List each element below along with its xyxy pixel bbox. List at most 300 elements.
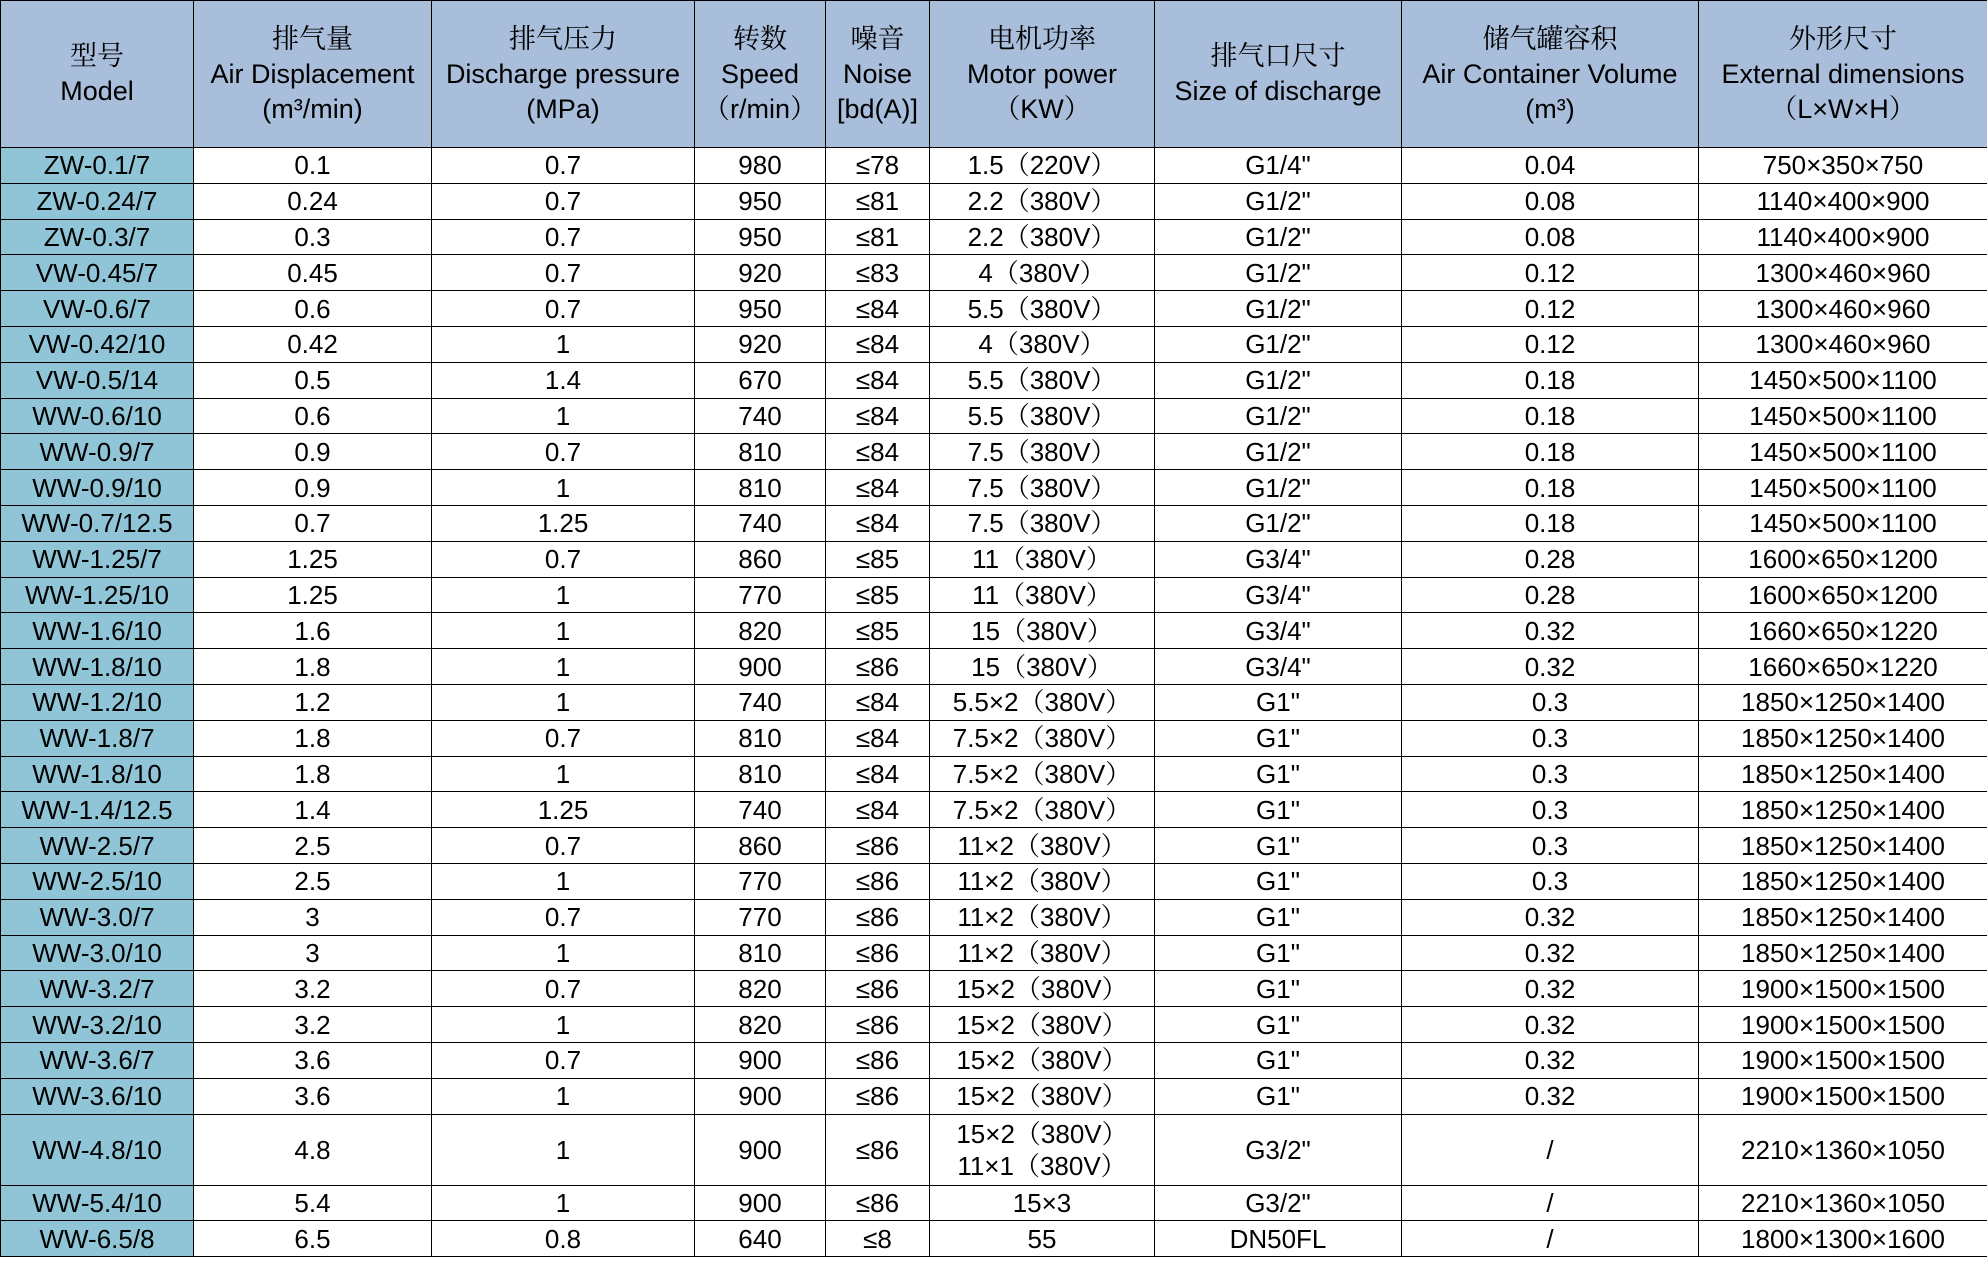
model-cell: WW-0.6/10 bbox=[1, 398, 194, 434]
discharge-size-cell: G1" bbox=[1155, 720, 1402, 756]
air-displacement-cell: 2.5 bbox=[194, 863, 432, 899]
container-volume-cell: 0.32 bbox=[1402, 1007, 1699, 1043]
noise-cell: ≤86 bbox=[826, 863, 930, 899]
table-row bbox=[1, 1221, 1987, 1257]
header-discharge-pressure: 排气压力 Discharge pressure (MPa) bbox=[432, 1, 695, 148]
air-displacement-cell: 0.7 bbox=[194, 505, 432, 541]
speed-cell: 810 bbox=[695, 935, 826, 971]
discharge-pressure-cell: 1 bbox=[432, 684, 695, 720]
container-volume-cell: 0.32 bbox=[1402, 935, 1699, 971]
air-displacement-cell: 2.5 bbox=[194, 828, 432, 864]
speed-cell: 900 bbox=[695, 649, 826, 685]
table-row bbox=[1, 899, 1987, 935]
dimensions-cell: 1900×1500×1500 bbox=[1699, 971, 1987, 1007]
dimensions-cell: 2210×1360×1050 bbox=[1699, 1114, 1987, 1185]
speed-cell: 820 bbox=[695, 1007, 826, 1043]
speed-cell: 770 bbox=[695, 577, 826, 613]
discharge-pressure-cell: 0.7 bbox=[432, 828, 695, 864]
container-volume-cell: 0.08 bbox=[1402, 183, 1699, 219]
discharge-pressure-cell: 1 bbox=[432, 470, 695, 506]
motor-power-cell: 7.5（380V） bbox=[930, 434, 1155, 470]
discharge-size-cell: G1/2" bbox=[1155, 505, 1402, 541]
discharge-size-cell: G1/2" bbox=[1155, 291, 1402, 327]
discharge-size-cell: G3/4" bbox=[1155, 577, 1402, 613]
discharge-pressure-cell: 1 bbox=[432, 863, 695, 899]
discharge-pressure-cell: 1 bbox=[432, 756, 695, 792]
discharge-pressure-cell: 0.7 bbox=[432, 148, 695, 184]
speed-cell: 770 bbox=[695, 863, 826, 899]
motor-power-cell: 5.5×2（380V） bbox=[930, 684, 1155, 720]
speed-cell: 770 bbox=[695, 899, 826, 935]
motor-power-cell: 15×2（380V） bbox=[930, 1042, 1155, 1078]
discharge-pressure-cell: 0.7 bbox=[432, 971, 695, 1007]
table-row bbox=[1, 541, 1987, 577]
container-volume-cell: 0.32 bbox=[1402, 649, 1699, 685]
dimensions-cell: 1300×460×960 bbox=[1699, 291, 1987, 327]
motor-power-cell: 4（380V） bbox=[930, 255, 1155, 291]
discharge-pressure-cell: 0.7 bbox=[432, 720, 695, 756]
air-displacement-cell: 1.2 bbox=[194, 684, 432, 720]
air-displacement-cell: 3.2 bbox=[194, 971, 432, 1007]
motor-power-cell: 15×2（380V） 11×1（380V） bbox=[930, 1114, 1155, 1185]
speed-cell: 740 bbox=[695, 505, 826, 541]
discharge-pressure-cell: 1 bbox=[432, 1185, 695, 1221]
noise-cell: ≤83 bbox=[826, 255, 930, 291]
noise-cell: ≤84 bbox=[826, 684, 930, 720]
motor-power-cell: 2.2（380V） bbox=[930, 219, 1155, 255]
discharge-pressure-cell: 1 bbox=[432, 935, 695, 971]
discharge-size-cell: G1" bbox=[1155, 1078, 1402, 1114]
motor-power-cell: 11（380V） bbox=[930, 577, 1155, 613]
table-row bbox=[1, 362, 1987, 398]
air-displacement-cell: 0.45 bbox=[194, 255, 432, 291]
dimensions-cell: 1850×1250×1400 bbox=[1699, 720, 1987, 756]
noise-cell: ≤86 bbox=[826, 1114, 930, 1185]
model-cell: WW-3.2/10 bbox=[1, 1007, 194, 1043]
model-cell: ZW-0.1/7 bbox=[1, 148, 194, 184]
container-volume-cell: 0.28 bbox=[1402, 541, 1699, 577]
table-row bbox=[1, 828, 1987, 864]
dimensions-cell: 1450×500×1100 bbox=[1699, 362, 1987, 398]
air-displacement-cell: 0.3 bbox=[194, 219, 432, 255]
discharge-size-cell: G3/2" bbox=[1155, 1114, 1402, 1185]
air-displacement-cell: 1.6 bbox=[194, 613, 432, 649]
noise-cell: ≤84 bbox=[826, 291, 930, 327]
motor-power-cell: 55 bbox=[930, 1221, 1155, 1257]
noise-cell: ≤86 bbox=[826, 971, 930, 1007]
discharge-size-cell: G1/2" bbox=[1155, 326, 1402, 362]
discharge-pressure-cell: 1 bbox=[432, 649, 695, 685]
table-row bbox=[1, 505, 1987, 541]
air-displacement-cell: 0.9 bbox=[194, 434, 432, 470]
noise-cell: ≤86 bbox=[826, 649, 930, 685]
speed-cell: 810 bbox=[695, 756, 826, 792]
table-row bbox=[1, 935, 1987, 971]
discharge-pressure-cell: 1 bbox=[432, 1078, 695, 1114]
motor-power-cell: 11（380V） bbox=[930, 541, 1155, 577]
header-noise: 噪音 Noise [bd(A)] bbox=[826, 1, 930, 148]
table-row bbox=[1, 613, 1987, 649]
air-displacement-cell: 3 bbox=[194, 935, 432, 971]
table-body bbox=[1, 148, 1987, 1257]
container-volume-cell: 0.12 bbox=[1402, 255, 1699, 291]
discharge-size-cell: G1/2" bbox=[1155, 434, 1402, 470]
discharge-size-cell: G1" bbox=[1155, 863, 1402, 899]
container-volume-cell: 0.28 bbox=[1402, 577, 1699, 613]
table-row bbox=[1, 1078, 1987, 1114]
discharge-pressure-cell: 0.7 bbox=[432, 899, 695, 935]
air-displacement-cell: 0.1 bbox=[194, 148, 432, 184]
motor-power-cell: 7.5×2（380V） bbox=[930, 792, 1155, 828]
speed-cell: 740 bbox=[695, 684, 826, 720]
noise-cell: ≤81 bbox=[826, 183, 930, 219]
air-displacement-cell: 1.8 bbox=[194, 649, 432, 685]
air-displacement-cell: 4.8 bbox=[194, 1114, 432, 1185]
noise-cell: ≤86 bbox=[826, 1007, 930, 1043]
header-row bbox=[1, 1, 1987, 148]
container-volume-cell: 0.3 bbox=[1402, 828, 1699, 864]
air-displacement-cell: 3 bbox=[194, 899, 432, 935]
container-volume-cell: 0.32 bbox=[1402, 1042, 1699, 1078]
speed-cell: 900 bbox=[695, 1042, 826, 1078]
table-row bbox=[1, 398, 1987, 434]
container-volume-cell: / bbox=[1402, 1114, 1699, 1185]
speed-cell: 900 bbox=[695, 1078, 826, 1114]
container-volume-cell: 0.32 bbox=[1402, 971, 1699, 1007]
motor-power-cell: 2.2（380V） bbox=[930, 183, 1155, 219]
discharge-pressure-cell: 0.7 bbox=[432, 291, 695, 327]
discharge-size-cell: G1/2" bbox=[1155, 219, 1402, 255]
table-row bbox=[1, 148, 1987, 184]
discharge-size-cell: G1/2" bbox=[1155, 398, 1402, 434]
discharge-pressure-cell: 1 bbox=[432, 326, 695, 362]
dimensions-cell: 1850×1250×1400 bbox=[1699, 792, 1987, 828]
model-cell: WW-0.9/10 bbox=[1, 470, 194, 506]
discharge-size-cell: G1" bbox=[1155, 971, 1402, 1007]
discharge-pressure-cell: 1 bbox=[432, 1114, 695, 1185]
speed-cell: 980 bbox=[695, 148, 826, 184]
noise-cell: ≤86 bbox=[826, 1078, 930, 1114]
model-cell: WW-1.8/10 bbox=[1, 756, 194, 792]
noise-cell: ≤84 bbox=[826, 756, 930, 792]
model-cell: WW-2.5/7 bbox=[1, 828, 194, 864]
header-dimensions: 外形尺寸 External dimensions （L×W×H） bbox=[1699, 1, 1987, 148]
dimensions-cell: 1450×500×1100 bbox=[1699, 434, 1987, 470]
noise-cell: ≤84 bbox=[826, 434, 930, 470]
table-row bbox=[1, 470, 1987, 506]
motor-power-cell: 5.5（380V） bbox=[930, 362, 1155, 398]
container-volume-cell: 0.12 bbox=[1402, 291, 1699, 327]
model-cell: VW-0.45/7 bbox=[1, 255, 194, 291]
table-row bbox=[1, 1185, 1987, 1221]
discharge-pressure-cell: 1.4 bbox=[432, 362, 695, 398]
dimensions-cell: 1850×1250×1400 bbox=[1699, 899, 1987, 935]
dimensions-cell: 1850×1250×1400 bbox=[1699, 935, 1987, 971]
model-cell: WW-1.8/7 bbox=[1, 720, 194, 756]
noise-cell: ≤85 bbox=[826, 541, 930, 577]
table-row bbox=[1, 720, 1987, 756]
table-row bbox=[1, 756, 1987, 792]
noise-cell: ≤84 bbox=[826, 470, 930, 506]
speed-cell: 740 bbox=[695, 792, 826, 828]
speed-cell: 670 bbox=[695, 362, 826, 398]
speed-cell: 950 bbox=[695, 219, 826, 255]
container-volume-cell: 0.3 bbox=[1402, 863, 1699, 899]
noise-cell: ≤84 bbox=[826, 792, 930, 828]
discharge-size-cell: G1" bbox=[1155, 1007, 1402, 1043]
table-row bbox=[1, 1114, 1987, 1185]
speed-cell: 820 bbox=[695, 613, 826, 649]
discharge-pressure-cell: 1 bbox=[432, 398, 695, 434]
air-displacement-cell: 1.8 bbox=[194, 756, 432, 792]
discharge-size-cell: G3/2" bbox=[1155, 1185, 1402, 1221]
noise-cell: ≤86 bbox=[826, 828, 930, 864]
speed-cell: 810 bbox=[695, 434, 826, 470]
discharge-size-cell: G1/2" bbox=[1155, 470, 1402, 506]
container-volume-cell: 0.3 bbox=[1402, 756, 1699, 792]
air-displacement-cell: 0.42 bbox=[194, 326, 432, 362]
discharge-size-cell: DN50FL bbox=[1155, 1221, 1402, 1257]
table-row bbox=[1, 255, 1987, 291]
motor-power-cell: 7.5（380V） bbox=[930, 505, 1155, 541]
dimensions-cell: 750×350×750 bbox=[1699, 148, 1987, 184]
motor-power-cell: 7.5（380V） bbox=[930, 470, 1155, 506]
speed-cell: 950 bbox=[695, 183, 826, 219]
dimensions-cell: 1850×1250×1400 bbox=[1699, 828, 1987, 864]
air-displacement-cell: 3.2 bbox=[194, 1007, 432, 1043]
discharge-size-cell: G1" bbox=[1155, 684, 1402, 720]
dimensions-cell: 1800×1300×1600 bbox=[1699, 1221, 1987, 1257]
air-displacement-cell: 3.6 bbox=[194, 1078, 432, 1114]
model-cell: WW-5.4/10 bbox=[1, 1185, 194, 1221]
model-cell: WW-3.6/10 bbox=[1, 1078, 194, 1114]
motor-power-cell: 4（380V） bbox=[930, 326, 1155, 362]
motor-power-cell: 5.5（380V） bbox=[930, 291, 1155, 327]
dimensions-cell: 1140×400×900 bbox=[1699, 183, 1987, 219]
header-discharge-size: 排气口尺寸 Size of discharge bbox=[1155, 1, 1402, 148]
air-displacement-cell: 0.6 bbox=[194, 398, 432, 434]
dimensions-cell: 1850×1250×1400 bbox=[1699, 863, 1987, 899]
table-row bbox=[1, 863, 1987, 899]
model-cell: ZW-0.3/7 bbox=[1, 219, 194, 255]
container-volume-cell: 0.18 bbox=[1402, 505, 1699, 541]
model-cell: WW-2.5/10 bbox=[1, 863, 194, 899]
discharge-size-cell: G3/4" bbox=[1155, 541, 1402, 577]
container-volume-cell: 0.32 bbox=[1402, 899, 1699, 935]
motor-power-cell: 11×2（380V） bbox=[930, 863, 1155, 899]
discharge-pressure-cell: 0.7 bbox=[432, 255, 695, 291]
discharge-size-cell: G3/4" bbox=[1155, 649, 1402, 685]
dimensions-cell: 1450×500×1100 bbox=[1699, 505, 1987, 541]
discharge-pressure-cell: 0.7 bbox=[432, 434, 695, 470]
container-volume-cell: 0.3 bbox=[1402, 720, 1699, 756]
dimensions-cell: 1660×650×1220 bbox=[1699, 649, 1987, 685]
discharge-size-cell: G1" bbox=[1155, 899, 1402, 935]
discharge-pressure-cell: 0.7 bbox=[432, 541, 695, 577]
table-row bbox=[1, 1007, 1987, 1043]
header-speed: 转数 Speed （r/min） bbox=[695, 1, 826, 148]
model-cell: WW-3.0/7 bbox=[1, 899, 194, 935]
model-cell: WW-1.8/10 bbox=[1, 649, 194, 685]
model-cell: WW-0.9/7 bbox=[1, 434, 194, 470]
table-row bbox=[1, 649, 1987, 685]
discharge-size-cell: G1" bbox=[1155, 756, 1402, 792]
model-cell: WW-4.8/10 bbox=[1, 1114, 194, 1185]
noise-cell: ≤84 bbox=[826, 362, 930, 398]
table-row bbox=[1, 219, 1987, 255]
air-displacement-cell: 0.9 bbox=[194, 470, 432, 506]
noise-cell: ≤84 bbox=[826, 326, 930, 362]
discharge-pressure-cell: 1 bbox=[432, 1007, 695, 1043]
air-displacement-cell: 3.6 bbox=[194, 1042, 432, 1078]
table-row bbox=[1, 183, 1987, 219]
model-cell: VW-0.5/14 bbox=[1, 362, 194, 398]
air-displacement-cell: 6.5 bbox=[194, 1221, 432, 1257]
discharge-size-cell: G1/4" bbox=[1155, 148, 1402, 184]
motor-power-cell: 7.5×2（380V） bbox=[930, 720, 1155, 756]
container-volume-cell: 0.18 bbox=[1402, 398, 1699, 434]
noise-cell: ≤84 bbox=[826, 720, 930, 756]
dimensions-cell: 1850×1250×1400 bbox=[1699, 684, 1987, 720]
discharge-pressure-cell: 1.25 bbox=[432, 505, 695, 541]
speed-cell: 860 bbox=[695, 541, 826, 577]
model-cell: WW-3.2/7 bbox=[1, 971, 194, 1007]
motor-power-cell: 5.5（380V） bbox=[930, 398, 1155, 434]
container-volume-cell: 0.04 bbox=[1402, 148, 1699, 184]
speed-cell: 950 bbox=[695, 291, 826, 327]
speed-cell: 810 bbox=[695, 470, 826, 506]
dimensions-cell: 2210×1360×1050 bbox=[1699, 1185, 1987, 1221]
model-cell: WW-6.5/8 bbox=[1, 1221, 194, 1257]
motor-power-cell: 11×2（380V） bbox=[930, 828, 1155, 864]
speed-cell: 810 bbox=[695, 720, 826, 756]
noise-cell: ≤86 bbox=[826, 935, 930, 971]
table-row bbox=[1, 326, 1987, 362]
speed-cell: 920 bbox=[695, 255, 826, 291]
dimensions-cell: 1900×1500×1500 bbox=[1699, 1078, 1987, 1114]
dimensions-cell: 1900×1500×1500 bbox=[1699, 1007, 1987, 1043]
discharge-size-cell: G3/4" bbox=[1155, 613, 1402, 649]
air-displacement-cell: 5.4 bbox=[194, 1185, 432, 1221]
table-row bbox=[1, 971, 1987, 1007]
container-volume-cell: 0.18 bbox=[1402, 470, 1699, 506]
speed-cell: 860 bbox=[695, 828, 826, 864]
dimensions-cell: 1140×400×900 bbox=[1699, 219, 1987, 255]
air-displacement-cell: 0.6 bbox=[194, 291, 432, 327]
discharge-pressure-cell: 1 bbox=[432, 613, 695, 649]
discharge-pressure-cell: 0.8 bbox=[432, 1221, 695, 1257]
air-displacement-cell: 1.8 bbox=[194, 720, 432, 756]
dimensions-cell: 1450×500×1100 bbox=[1699, 398, 1987, 434]
discharge-size-cell: G1" bbox=[1155, 935, 1402, 971]
noise-cell: ≤78 bbox=[826, 148, 930, 184]
speed-cell: 920 bbox=[695, 326, 826, 362]
air-displacement-cell: 1.4 bbox=[194, 792, 432, 828]
noise-cell: ≤84 bbox=[826, 398, 930, 434]
air-displacement-cell: 0.24 bbox=[194, 183, 432, 219]
noise-cell: ≤86 bbox=[826, 899, 930, 935]
discharge-size-cell: G1/2" bbox=[1155, 362, 1402, 398]
motor-power-cell: 1.5（220V） bbox=[930, 148, 1155, 184]
table-row bbox=[1, 291, 1987, 327]
header-model: 型号 Model bbox=[1, 1, 194, 148]
table-row bbox=[1, 792, 1987, 828]
container-volume-cell: / bbox=[1402, 1221, 1699, 1257]
air-displacement-cell: 1.25 bbox=[194, 577, 432, 613]
model-cell: WW-1.2/10 bbox=[1, 684, 194, 720]
container-volume-cell: 0.3 bbox=[1402, 684, 1699, 720]
container-volume-cell: / bbox=[1402, 1185, 1699, 1221]
table-row bbox=[1, 1042, 1987, 1078]
dimensions-cell: 1600×650×1200 bbox=[1699, 577, 1987, 613]
dimensions-cell: 1450×500×1100 bbox=[1699, 470, 1987, 506]
table-row bbox=[1, 577, 1987, 613]
motor-power-cell: 15（380V） bbox=[930, 649, 1155, 685]
model-cell: WW-3.6/7 bbox=[1, 1042, 194, 1078]
container-volume-cell: 0.18 bbox=[1402, 434, 1699, 470]
motor-power-cell: 11×2（380V） bbox=[930, 935, 1155, 971]
motor-power-cell: 11×2（380V） bbox=[930, 899, 1155, 935]
model-cell: VW-0.6/7 bbox=[1, 291, 194, 327]
motor-power-cell: 15×2（380V） bbox=[930, 1078, 1155, 1114]
model-cell: WW-1.25/10 bbox=[1, 577, 194, 613]
table-row bbox=[1, 434, 1987, 470]
motor-power-cell: 7.5×2（380V） bbox=[930, 756, 1155, 792]
container-volume-cell: 0.08 bbox=[1402, 219, 1699, 255]
model-cell: WW-3.0/10 bbox=[1, 935, 194, 971]
motor-power-cell: 15×2（380V） bbox=[930, 971, 1155, 1007]
header-motor-power: 电机功率 Motor power （KW） bbox=[930, 1, 1155, 148]
noise-cell: ≤84 bbox=[826, 505, 930, 541]
discharge-size-cell: G1" bbox=[1155, 792, 1402, 828]
header-container-volume: 储气罐容积 Air Container Volume (m³) bbox=[1402, 1, 1699, 148]
air-displacement-cell: 0.5 bbox=[194, 362, 432, 398]
container-volume-cell: 0.32 bbox=[1402, 1078, 1699, 1114]
speed-cell: 820 bbox=[695, 971, 826, 1007]
model-cell: WW-1.4/12.5 bbox=[1, 792, 194, 828]
table-row bbox=[1, 684, 1987, 720]
discharge-size-cell: G1" bbox=[1155, 1042, 1402, 1078]
noise-cell: ≤81 bbox=[826, 219, 930, 255]
discharge-pressure-cell: 0.7 bbox=[432, 1042, 695, 1078]
dimensions-cell: 1300×460×960 bbox=[1699, 326, 1987, 362]
dimensions-cell: 1660×650×1220 bbox=[1699, 613, 1987, 649]
noise-cell: ≤86 bbox=[826, 1185, 930, 1221]
discharge-pressure-cell: 0.7 bbox=[432, 183, 695, 219]
model-cell: WW-1.6/10 bbox=[1, 613, 194, 649]
model-cell: VW-0.42/10 bbox=[1, 326, 194, 362]
container-volume-cell: 0.3 bbox=[1402, 792, 1699, 828]
dimensions-cell: 1300×460×960 bbox=[1699, 255, 1987, 291]
container-volume-cell: 0.18 bbox=[1402, 362, 1699, 398]
discharge-size-cell: G1/2" bbox=[1155, 183, 1402, 219]
header-air-displacement: 排气量 Air Displacement (m³/min) bbox=[194, 1, 432, 148]
discharge-size-cell: G1" bbox=[1155, 828, 1402, 864]
discharge-pressure-cell: 1 bbox=[432, 577, 695, 613]
noise-cell: ≤8 bbox=[826, 1221, 930, 1257]
motor-power-cell: 15（380V） bbox=[930, 613, 1155, 649]
noise-cell: ≤86 bbox=[826, 1042, 930, 1078]
discharge-pressure-cell: 1.25 bbox=[432, 792, 695, 828]
motor-power-cell: 15×2（380V） bbox=[930, 1007, 1155, 1043]
motor-power-cell: 15×3 bbox=[930, 1185, 1155, 1221]
discharge-size-cell: G1/2" bbox=[1155, 255, 1402, 291]
model-cell: ZW-0.24/7 bbox=[1, 183, 194, 219]
speed-cell: 900 bbox=[695, 1114, 826, 1185]
speed-cell: 640 bbox=[695, 1221, 826, 1257]
model-cell: WW-0.7/12.5 bbox=[1, 505, 194, 541]
dimensions-cell: 1900×1500×1500 bbox=[1699, 1042, 1987, 1078]
